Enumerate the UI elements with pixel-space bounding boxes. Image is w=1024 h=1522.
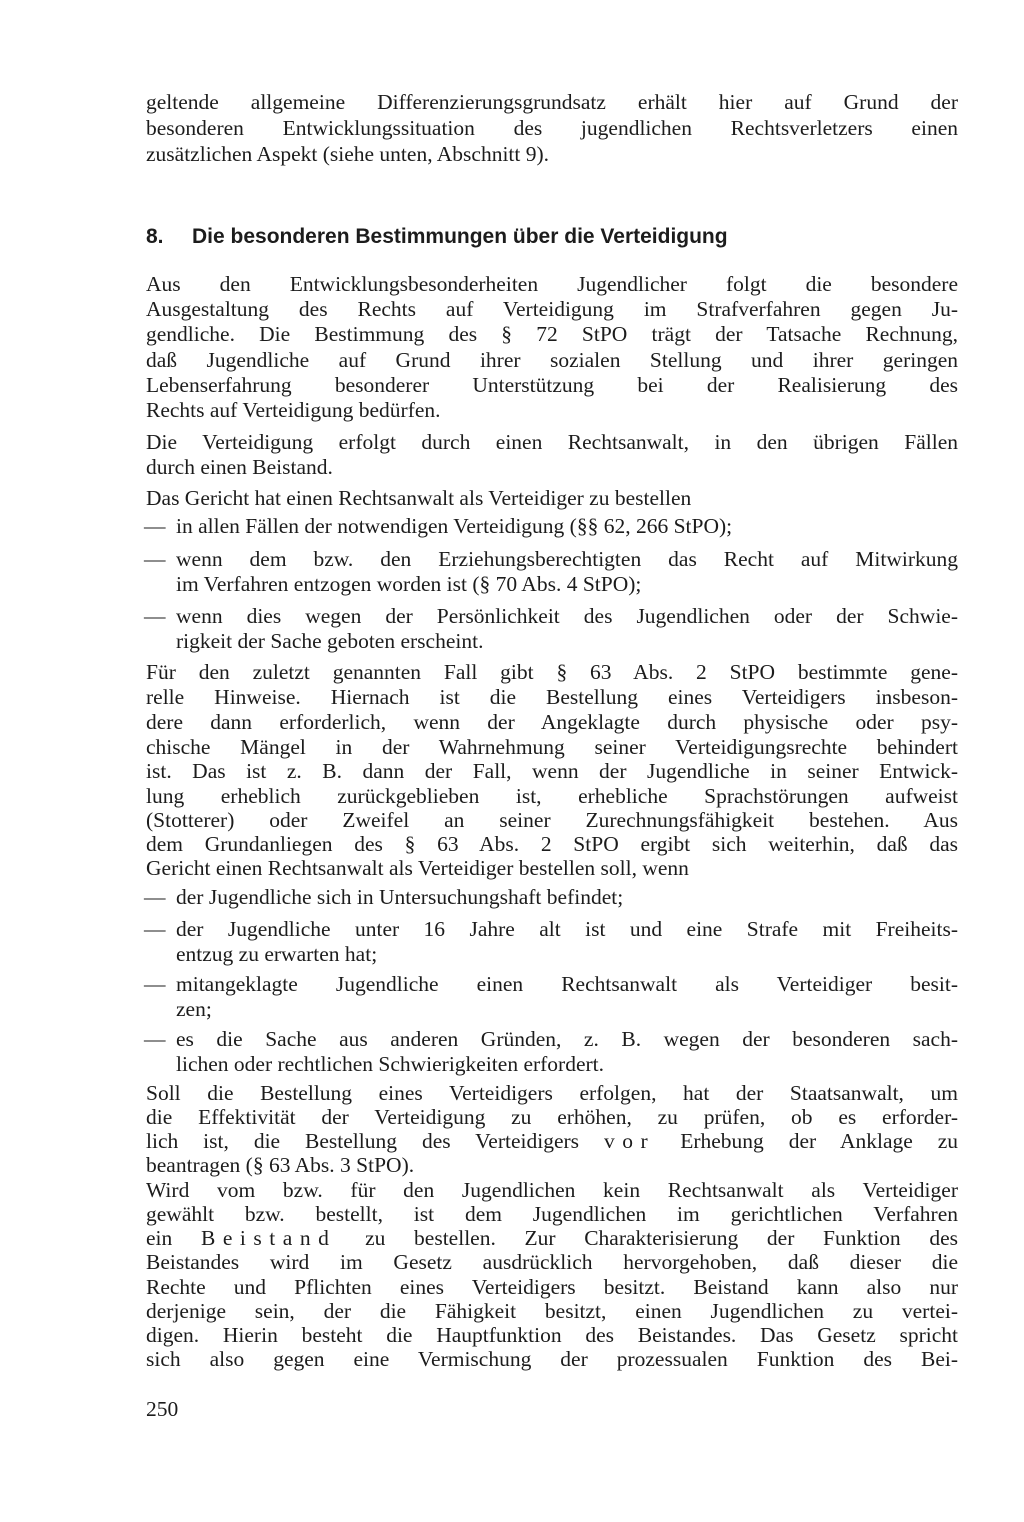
list-dash: — <box>144 972 166 996</box>
list-item: lichen oder rechtlichen Schwierigkeiten erfordert. <box>176 1052 605 1076</box>
paragraph-line: (Stotterer) oder Zweifel an seiner Zurechnungsfähigkeit bestehen. Aus <box>146 808 958 832</box>
paragraph-line: Ausgestaltung des Rechts auf Verteidigung im Strafverfahren gegen Ju- <box>146 297 958 321</box>
paragraph-line: Die Verteidigung erfolgt durch einen Rechtsanwalt, in den übrigen Fällen <box>146 430 958 454</box>
paragraph-line: Lebenserfahrung besonderer Unterstützung bei der Realisierung des <box>146 373 958 397</box>
text-span: ein <box>146 1226 173 1250</box>
paragraph-line: sich also gegen eine Vermischung der prozessualen Funktion des Bei- <box>146 1347 958 1371</box>
list-item: mitangeklagte Jugendliche einen Rechtsanwalt als Verteidiger besit- <box>176 972 958 996</box>
list-item: entzug zu erwarten hat; <box>176 942 378 966</box>
paragraph-line: die Effektivität der Verteidigung zu erhöhen, zu prüfen, ob es erforder- <box>146 1105 958 1129</box>
text-span: zu bestellen. Zur Charakterisierung der Funktion des <box>365 1226 959 1250</box>
paragraph-line: beantragen (§ 63 Abs. 3 StPO). <box>146 1153 415 1177</box>
paragraph-line: Aus den Entwicklungsbesonderheiten Jugendlicher folgt die besondere <box>146 272 958 296</box>
section-heading <box>146 224 728 250</box>
emphasis-spaced: vor <box>604 1129 656 1153</box>
paragraph-line: Soll die Bestellung eines Verteidigers erfolgen, hat der Staatsanwalt, um <box>146 1081 958 1105</box>
intro-line: besonderen Entwicklungssituation des jugendlichen Rechtsverletzers einen <box>146 116 958 140</box>
paragraph-line: Das Gericht hat einen Rechtsanwalt als Verteidiger zu bestellen <box>146 486 692 510</box>
paragraph-line: relle Hinweise. Hiernach ist die Bestellung eines Verteidigers insbeson- <box>146 685 958 709</box>
paragraph-line: Beistandes wird im Gesetz ausdrücklich hervorgehoben, daß dieser die <box>146 1250 958 1274</box>
list-item: der Jugendliche unter 16 Jahre alt ist und eine Strafe mit Freiheits- <box>176 917 958 941</box>
paragraph-line: lung erheblich zurückgeblieben ist, erhebliche Sprachstörungen aufweist <box>146 784 958 808</box>
paragraph-line: ist. Das ist z. B. dann der Fall, wenn der Jugendliche in seiner Entwick- <box>146 759 958 783</box>
paragraph-line: Wird vom bzw. für den Jugendlichen kein Rechtsanwalt als Verteidiger <box>146 1178 958 1202</box>
list-dash: — <box>144 547 166 571</box>
paragraph-line <box>146 1129 958 1154</box>
paragraph-line <box>146 1226 958 1251</box>
list-item: der Jugendliche sich in Untersuchungshaft befindet; <box>176 885 624 909</box>
paragraph-line: dem Grundanliegen des § 63 Abs. 2 StPO ergibt sich weiterhin, daß das <box>146 832 958 856</box>
list-item: rigkeit der Sache geboten erscheint. <box>176 629 484 653</box>
list-dash: — <box>144 917 166 941</box>
intro-line: geltende allgemeine Differenzierungsgrundsatz erhält hier auf Grund der <box>146 90 958 114</box>
list-dash: — <box>144 514 166 538</box>
paragraph-line: durch einen Beistand. <box>146 455 333 479</box>
list-item: wenn dies wegen der Persönlichkeit des Jugendlichen oder der Schwie- <box>176 604 958 628</box>
paragraph-line: gendliche. Die Bestimmung des § 72 StPO trägt der Tatsache Rechnung, <box>146 322 958 346</box>
paragraph-line: Gericht einen Rechtsanwalt als Verteidiger bestellen soll, wenn <box>146 856 689 880</box>
list-dash: — <box>144 885 166 909</box>
section-title: Die besonderen Bestimmungen über die Verteidigung <box>192 225 728 248</box>
paragraph-line: digen. Hierin besteht die Hauptfunktion des Beistandes. Das Gesetz spricht <box>146 1323 958 1347</box>
paragraph-line: daß Jugendliche auf Grund ihrer sozialen Stellung und ihrer geringen <box>146 348 958 372</box>
paragraph-line: chische Mängel in der Wahrnehmung seiner Verteidigungsrechte behindert <box>146 735 958 759</box>
section-number: 8. <box>146 225 164 248</box>
paragraph-line: Rechts auf Verteidigung bedürfen. <box>146 398 441 422</box>
list-item: es die Sache aus anderen Gründen, z. B. wegen der besonderen sach- <box>176 1027 958 1051</box>
list-item: wenn dem bzw. den Erziehungsberechtigten das Recht auf Mitwirkung <box>176 547 958 571</box>
list-dash: — <box>144 604 166 628</box>
paragraph-line: dere dann erforderlich, wenn der Angeklagte durch physische oder psy- <box>146 710 958 734</box>
emphasis-spaced: Beistand <box>200 1226 337 1250</box>
page-number: 250 <box>146 1397 179 1421</box>
paragraph-line: gewählt bzw. bestellt, ist dem Jugendlichen im gerichtlichen Verfahren <box>146 1202 958 1226</box>
list-item: im Verfahren entzogen worden ist (§ 70 Abs. 4 StPO); <box>176 572 642 596</box>
list-item: zen; <box>176 997 212 1021</box>
paragraph-line: Rechte und Pflichten eines Verteidigers besitzt. Beistand kann also nur <box>146 1275 958 1299</box>
text-span: lich ist, die Bestellung des Verteidigers <box>146 1129 580 1153</box>
paragraph-line: derjenige sein, der die Fähigkeit besitzt, einen Jugendlichen zu vertei- <box>146 1299 958 1323</box>
text-span: Erhebung der Anklage zu <box>680 1129 959 1153</box>
intro-line: zusätzlichen Aspekt (siehe unten, Abschnitt 9). <box>146 142 550 166</box>
list-dash: — <box>144 1027 166 1051</box>
paragraph-line: Für den zuletzt genannten Fall gibt § 63 Abs. 2 StPO bestimmte gene- <box>146 660 958 684</box>
list-item: in allen Fällen der notwendigen Verteidigung (§§ 62, 266 StPO); <box>176 514 733 538</box>
